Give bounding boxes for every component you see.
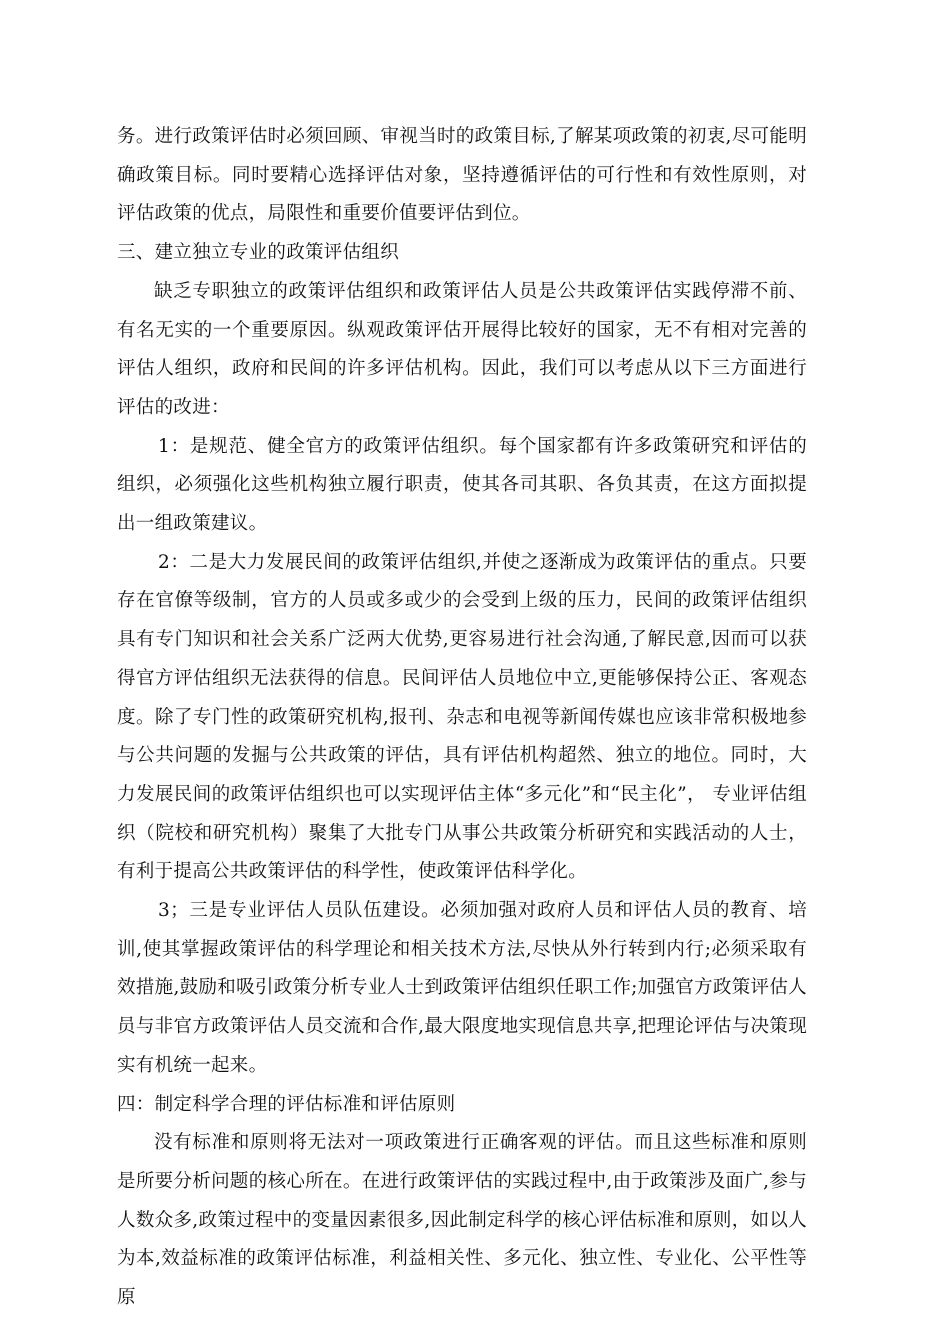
paragraph-intro-continuation: 务。进行政策评估时必须回顾、审视当时的政策目标,了解某项政策的初衷,尽可能明确政策目标。同时要精心选择评估对象，坚持遵循评估的可行性和有效性原则，对评估政策的优点，局限性和重要价值要评估到位。 [117,126,807,225]
document-body [117,118,807,1318]
paragraph-point-1: 1：是规范、健全官方的政策评估组织。每个国家都有许多政策研究和评估的组织，必须强化这些机构独立履行职责，使其各司其职、各负其责，在这方面拟提出一组政策建议。 [117,435,807,535]
paragraph-point-2: 2：二是大力发展民间的政策评估组织,并使之逐渐成为政策评估的重点。只要存在官僚等级制，官方的人员或多或少的会受到上级的压力，民间的政策评估组织具有专门知识和社会关系广泛两大优势,更容易进行社会沟通,了解民意,因而可以获得官方评估组织无法获得的信息。民间评估人员地位中立,更能够保持公正、客观态度。除了专门性的政策研究机构,报刊、杂志和电视等新闻传媒也应该非常积极地参与公共问题的发掘与公共政策的评估，具有评估机构超然、独立的地位。同时，大力发展民间的政策评估组织也可以实现评估主体“多元化”和“民主化”， 专业评估组织（院校和研究机构）聚集了大批专门从事公共政策分析研究和实践活动的人士，有利于提高公共政策评估的科学性，使政策评估科学化。 [117,551,807,883]
paragraph-section-3-intro: 缺乏专职独立的政策评估组织和政策评估人员是公共政策评估实践停滞不前、有名无实的一个重要原因。纵观政策评估开展得比较好的国家，无不有相对完善的评估人组织，政府和民间的许多评估机构。因此，我们可以考虑从以下三方面进行评估的改进： [117,280,807,418]
paragraph-point-3: 3；三是专业评估人员队伍建设。必须加强对政府人员和评估人员的教育、培训,使其掌握政策评估的科学理论和相关技术方法,尽快从外行转到内行;必须采取有效措施,鼓励和吸引政策分析专业人士到政策评估组织任职工作;加强官方政策评估人员与非官方政策评估人员交流和合作,最大限度地实现信息共享,把理论评估与决策现实有机统一起来。 [117,900,807,1076]
section-heading-3: 三、建立独立专业的政策评估组织 [117,242,400,264]
section-heading-4: 四：制定科学合理的评估标准和评估原则 [117,1093,456,1115]
paragraph-section-4-body: 没有标准和原则将无法对一项政策进行正确客观的评估。而且这些标准和原则是所要分析问题的核心所在。在进行政策评估的实践过程中,由于政策涉及面广,参与人数众多,政策过程中的变量因素很多,因此制定科学的核心评估标准和原则，如以人为本,效益标准的政策评估标准，利益相关性、多元化、独立性、专业化、公平性等原 [117,1132,807,1309]
